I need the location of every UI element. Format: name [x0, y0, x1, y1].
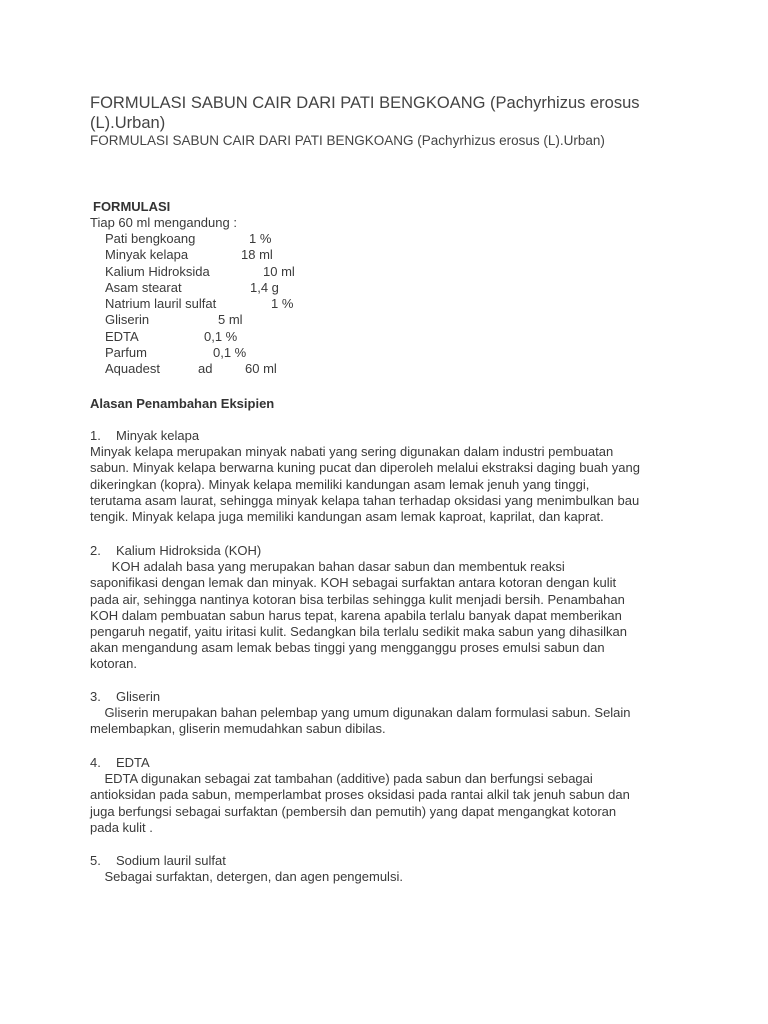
- item-value: 0,1 %: [213, 345, 247, 361]
- section-line: Minyak kelapa merupakan minyak nabati yang sering digunakan dalam industri pembuatan: [90, 444, 614, 460]
- section-heading: [90, 853, 690, 869]
- section-title: EDTA: [116, 755, 150, 770]
- section-heading: [90, 689, 690, 705]
- eksipien-section: [90, 755, 690, 836]
- item-value: 1 %: [249, 231, 272, 246]
- section-number: 2.: [90, 543, 101, 558]
- item-value: 10 ml: [263, 263, 295, 279]
- section-title: Minyak kelapa: [116, 428, 200, 443]
- item-name: Kalium Hidroksida: [105, 263, 210, 279]
- section-line: pengaruh negatif, yaitu iritasi kulit. Sedangkan bila terlalu sedikit maka sabun yang dihasilkan: [90, 624, 627, 640]
- section-line: juga berfungsi sebagai surfaktan (pembersih dan pemutih) yang dapat mengangkat kotoran: [90, 803, 617, 819]
- formulasi-intro: Tiap 60 ml mengandung :: [90, 215, 237, 230]
- eksipien-section: [90, 689, 690, 738]
- section-line: Gliserin merupakan bahan pelembap yang umum digunakan dalam formulasi sabun. Selain: [90, 705, 631, 721]
- section-line: pada kulit .: [90, 819, 153, 835]
- item-value: 18 ml: [241, 247, 273, 263]
- section-number: 1.: [90, 428, 101, 443]
- eksipien-section: [90, 853, 690, 885]
- item-value: 60 ml: [245, 361, 277, 377]
- item-name: Parfum: [105, 345, 147, 361]
- formulasi-heading: FORMULASI: [93, 199, 171, 214]
- document-title: FORMULASI SABUN CAIR DARI PATI BENGKOANG (Pachyrhizus erosus (L).Urban): [90, 94, 640, 132]
- section-line: dikeringkan (kopra). Minyak kelapa memiliki kandungan asam lemak jenuh yang tinggi,: [90, 476, 590, 492]
- section-line: Sebagai surfaktan, detergen, dan agen pengemulsi.: [90, 869, 403, 885]
- section-line: pada air, sehingga nantinya kotoran bisa terbilas sehingga kulit menjadi bersih. Penambahan: [90, 591, 625, 607]
- section-line: saponifikasi dengan lemak dan minyak. KOH sebagai surfaktan antara kotoran dengan kulit: [90, 575, 617, 591]
- section-line: sabun. Minyak kelapa berwarna kuning pucat dan diperoleh melalui ekstraksi daging buah yang: [90, 460, 640, 476]
- item-value: 5 ml: [218, 312, 243, 328]
- section-line: KOH dalam pembuatan sabun harus tepat, karena apabila terlalu banyak dapat memberikan: [90, 607, 622, 623]
- eksipien-section: [90, 428, 690, 525]
- section-number: 4.: [90, 755, 101, 770]
- item-qualifier: ad: [198, 361, 213, 377]
- document-subtitle: FORMULASI SABUN CAIR DARI PATI BENGKOANG (Pachyrhizus erosus (L).Urban): [90, 133, 605, 148]
- item-name: EDTA: [105, 328, 139, 344]
- section-title: Gliserin: [116, 689, 161, 704]
- section-line: kotoran.: [90, 656, 137, 672]
- section-title: Kalium Hidroksida (KOH): [116, 543, 262, 558]
- section-heading: [90, 755, 690, 771]
- section-title: Sodium lauril sulfat: [116, 853, 226, 868]
- section-line: EDTA digunakan sebagai zat tambahan (additive) pada sabun dan berfungsi sebagai: [90, 771, 593, 787]
- item-name: Gliserin: [105, 312, 150, 328]
- item-name: Pati bengkoang: [105, 231, 196, 246]
- item-value: 0,1 %: [204, 328, 238, 344]
- item-name: Asam stearat: [105, 279, 182, 295]
- section-line: tengik. Minyak kelapa juga memiliki kandungan asam lemak kaproat, kaprilat, dan kaprat.: [90, 509, 604, 525]
- section-line: melembapkan, gliserin memudahkan sabun dibilas.: [90, 721, 386, 737]
- section-line: akan mengandung asam lemak bebas tinggi yang mengganggu proses emulsi sabun dan: [90, 640, 605, 656]
- item-value: 1,4 g: [250, 279, 279, 295]
- item-name: Aquadest: [105, 361, 160, 377]
- section-number: 3.: [90, 689, 101, 704]
- item-value: 1 %: [271, 296, 294, 312]
- section-heading: [90, 543, 690, 559]
- section-heading: [90, 428, 690, 444]
- eksipien-section: [90, 543, 690, 673]
- item-name: Minyak kelapa: [105, 247, 189, 263]
- section-number: 5.: [90, 853, 101, 868]
- section-line: terutama asam laurat, sehingga minyak kelapa tahan terhadap oksidasi yang menimbulkan bau: [90, 492, 640, 508]
- item-name: Natrium lauril sulfat: [105, 296, 217, 312]
- section-line: antioksidan pada sabun, memperlambat proses oksidasi pada rantai alkil tak jenuh sabun dan: [90, 787, 630, 803]
- eksipien-heading: Alasan Penambahan Eksipien: [90, 396, 275, 411]
- section-line: KOH adalah basa yang merupakan bahan dasar sabun dan membentuk reaksi: [90, 559, 565, 575]
